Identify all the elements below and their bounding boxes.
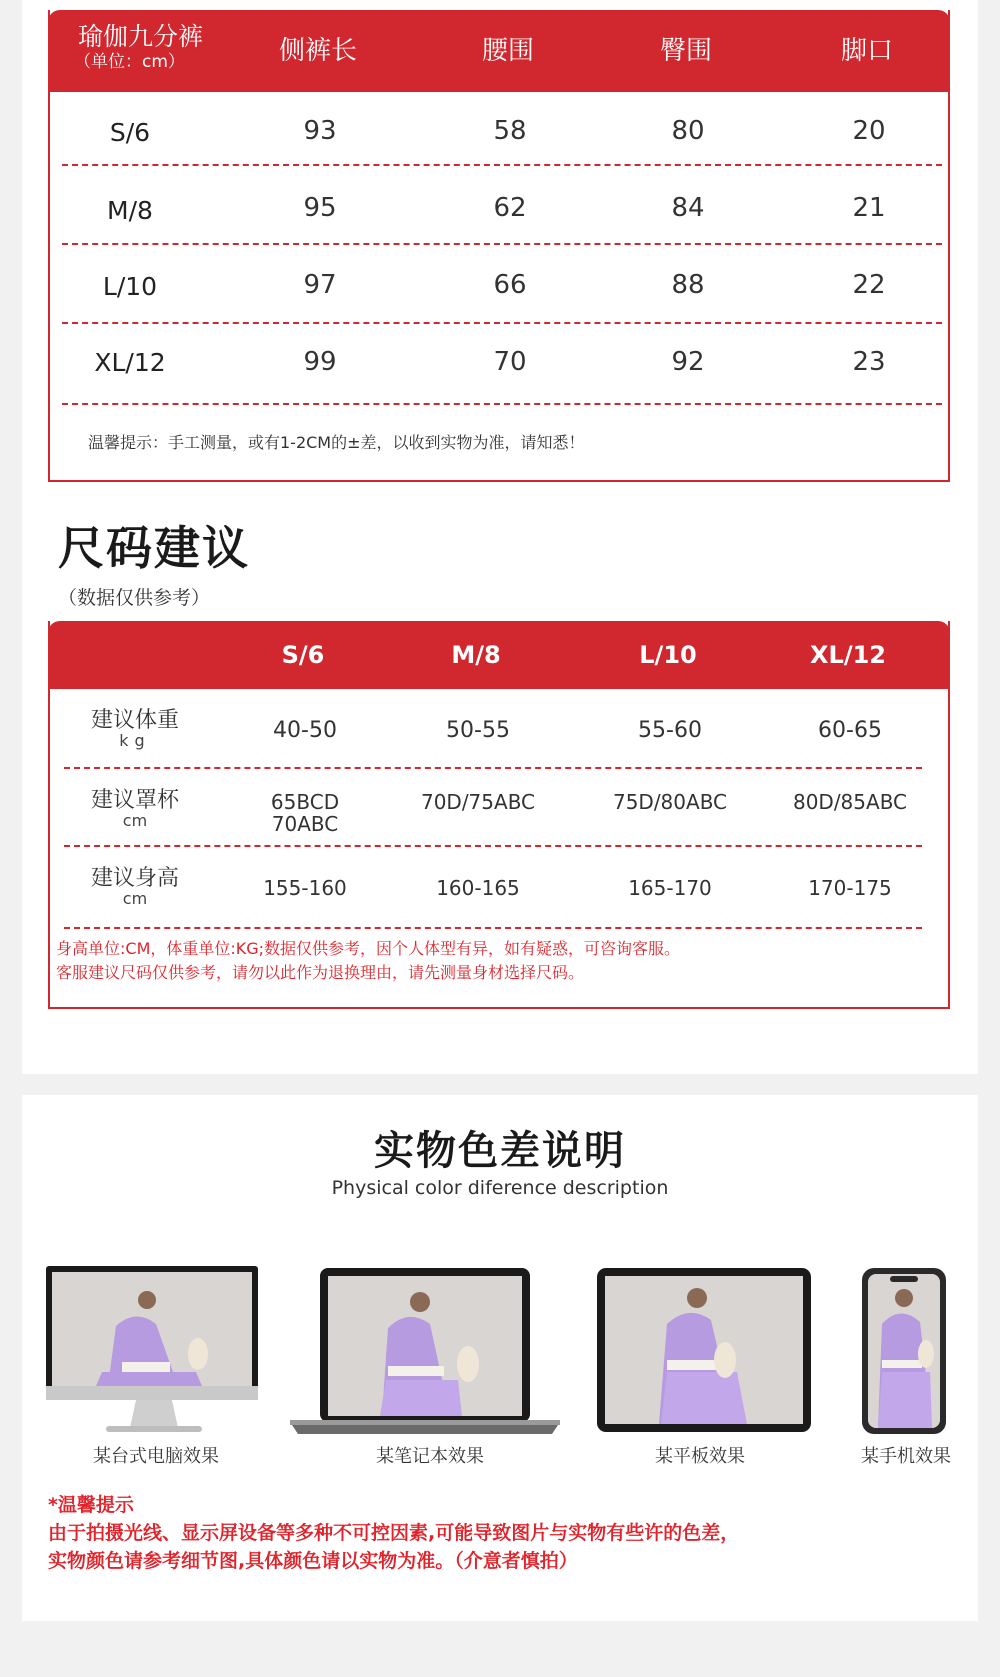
size-note-1: 身高单位:CM，体重单位:KG;数据仅供参考，因个人体型有异，如有疑惑，可咨询客服。 [56,939,681,958]
height-label: 建议身高 [90,866,179,891]
row-divider [64,845,922,847]
measurement-note: 温馨提示：手工测量，或有1-2CM的±差，以收到实物为准，请知悉！ [88,433,585,452]
cell-value: 55-60 [638,718,702,743]
tablet-label: 某平板效果 [655,1446,745,1467]
cell-value: 95 [303,193,337,223]
cell-value: 50-55 [446,718,510,743]
cell-value: 58 [493,116,527,146]
row-divider [62,322,942,324]
cell-value: 155-160 [263,876,347,900]
cell-value: 84 [671,193,705,223]
height-unit: cm [122,889,148,908]
row-divider [64,927,922,929]
cell-value: 88 [671,270,705,300]
cell-value: 93 [303,116,337,146]
cell-value: 70 [493,347,527,377]
header-size-l: L/10 [639,641,697,669]
row-label-cup [70,789,200,829]
size-advice-heading: 尺码建议 [58,521,250,575]
pants-unit-text: （单位：cm） [74,52,185,72]
cup-label: 建议罩杯 [90,788,179,813]
color-section-heading: 实物色差说明 [374,1128,626,1174]
header-size-m: M/8 [451,641,501,669]
pants-title-text: 瑜伽九分裤 [78,22,204,51]
notice-line-1: 由于拍摄光线、显示屏设备等多种不可控因素,可能导致图片与实物有些许的色差， [48,1522,740,1544]
phone-label: 某手机效果 [861,1446,951,1467]
cell-value: 99 [303,347,337,377]
cell-value: 22 [852,270,886,300]
cell-value: 160-165 [436,876,520,900]
advice-table-header [48,621,950,689]
row-label-weight [70,709,200,749]
cell-value: 75D/80ABC [612,790,728,814]
desktop-monitor-icon [46,1266,260,1436]
laptop-icon [290,1268,560,1436]
cell-value: 60-65 [818,718,882,743]
notice-title: *温馨提示 [48,1494,134,1516]
desktop-label: 某台式电脑效果 [93,1446,219,1467]
pants-table-title [74,22,228,72]
header-size-s: S/6 [281,641,325,669]
cup-unit: cm [122,811,148,830]
row-size: M/8 [107,196,153,225]
cell-value: 170-175 [808,876,892,900]
header-side-length: 侧裤长 [278,36,357,66]
pants-table-header [48,10,950,92]
cell-value: 92 [671,347,705,377]
cell-value: 66 [493,270,527,300]
cell-value: 80 [671,116,705,146]
size-advice-subheading: （数据仅供参考） [58,587,211,609]
cell-value: 40-50 [273,718,337,743]
row-divider [62,243,942,245]
color-section-subheading: Physical color diference description [331,1177,669,1199]
row-divider [62,403,942,405]
cell-value: 70D/75ABC [420,790,536,814]
weight-unit: kg [119,731,151,750]
header-hip: 臀围 [659,36,712,66]
cell-value: 80D/85ABC [792,790,908,814]
cell-value: 165-170 [628,876,712,900]
cell-value: 21 [852,193,886,223]
header-hem: 脚口 [840,36,893,66]
row-size: S/6 [109,118,151,147]
cell-value: 23 [852,347,886,377]
laptop-label: 某笔记本效果 [376,1446,484,1467]
cell-value: 20 [852,116,886,146]
size-note-2: 客服建议尺码仅供参考，请勿以此作为退换理由，请先测量身材选择尺码。 [56,963,585,982]
row-divider [64,767,922,769]
row-size: XL/12 [94,348,166,377]
row-size: L/10 [102,272,158,301]
pants-size-table [48,10,950,482]
row-label-height [70,867,200,907]
header-waist: 腰围 [481,36,534,66]
cell-value: 62 [493,193,527,223]
weight-label: 建议体重 [90,708,179,733]
notice-line-2: 实物颜色请参考细节图,具体颜色请以实物为准。（介意者慎拍） [48,1550,578,1572]
cell-value: 97 [303,270,337,300]
size-advice-table [48,621,950,1009]
cell-value: 65BCD 70ABC [270,790,340,836]
header-size-xl: XL/12 [810,641,886,669]
phone-icon [860,1268,950,1436]
tablet-icon [597,1268,813,1434]
row-divider [62,164,942,166]
